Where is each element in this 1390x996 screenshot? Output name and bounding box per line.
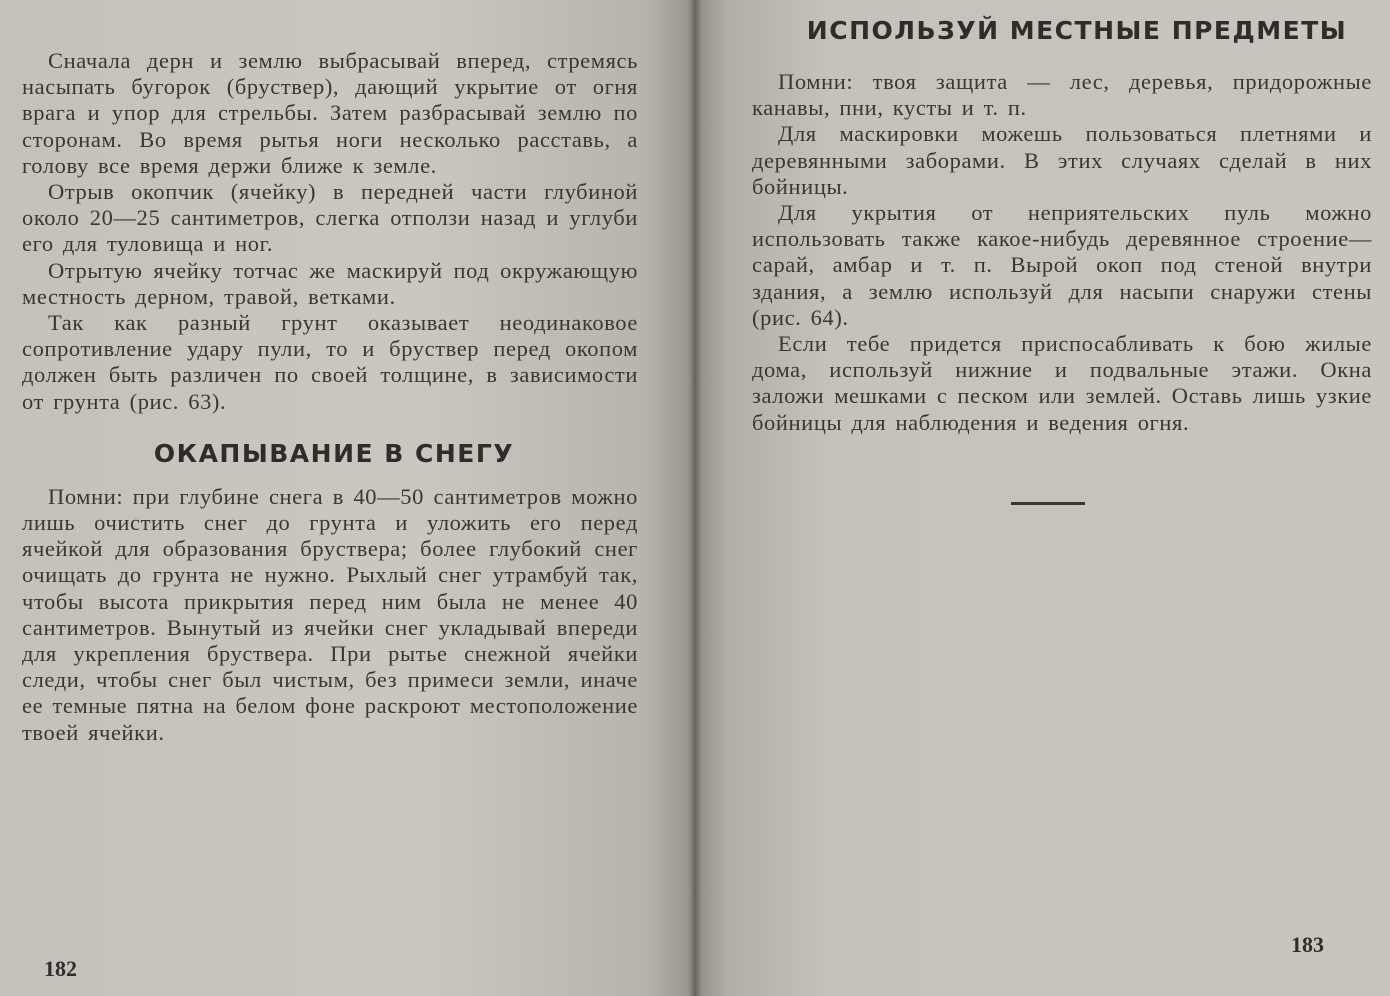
right-paragraph-3: Для укрытия от неприятельских пуль можно использовать также какое-нибудь деревянное строение—сарай, амбар и т. п. Вырой окоп под стеной внутри здания, а землю используй для насыпи снаружи стены (рис. 64). [752, 200, 1372, 330]
right-paragraph-1: Помни: твоя защита — лес, деревья, придорожные канавы, пни, кусты и т. п. [752, 69, 1372, 121]
left-paragraph-4: Так как разный грунт оказывает неодинаковое сопротивление удару пули, то и бруствер перед окопом должен быть различен по своей толщине, в зависимости от грунта (рис. 63). [22, 310, 638, 414]
left-paragraph-1: Сначала дерн и землю выбрасывай вперед, стремясь насыпать бугорок (бруствер), дающий укрытие от огня врага и упор для стрельбы. Затем разбрасывай землю по сторонам. Во время рытья ноги несколько расставь, а голову все время держи ближе к земле. [22, 48, 638, 178]
page-number-left: 182 [44, 956, 77, 981]
page-number-right: 183 [1291, 932, 1324, 957]
section-end-rule [1011, 502, 1085, 505]
left-paragraph-3: Отрытую ячейку тотчас же маскируй под окружающую местность дерном, травой, ветками. [22, 257, 638, 309]
left-page [0, 0, 694, 996]
section-heading-local-objects: ИСПОЛЬЗУЙ МЕСТНЫЕ ПРЕДМЕТЫ [806, 16, 1348, 45]
left-paragraph-2: Отрыв окопчик (ячейку) в передней части глубиной около 20—25 сантиметров, слегка отползи назад и углуби его для туловища и ног. [22, 179, 638, 257]
right-paragraph-4: Если тебе придется приспосабливать к бою жилые дома, используй нижние и подвальные этажи. Окна заложи мешками с песком или землей. Оставь лишь узкие бойницы для наблюдения и ведения огня. [752, 331, 1372, 435]
right-paragraph-2: Для маскировки можешь пользоваться плетнями и деревянными заборами. В этих случаях сделай в них бойницы. [752, 121, 1372, 199]
snow-paragraph: Помни: при глубине снега в 40—50 сантиметров можно лишь очистить снег до грунта и уложить его перед ячейкой для образования бруствера; более глубокий снег очищать до грунта не нужно. Рыхлый снег утрамбуй так, чтобы высота прикрытия перед ним была не менее 40 сантиметров. Вынутый из ячейки снег укладывай впереди для укрепления бруствера. При рытье снежной ячейки следи, чтобы снег был чистым, без примеси земли, иначе ее темные пятна на белом фоне раскроют местоположение твоей ячейки. [22, 483, 638, 745]
section-heading-snow: ОКАПЫВАНИЕ В СНЕГУ [153, 438, 515, 468]
right-page [694, 0, 1390, 996]
